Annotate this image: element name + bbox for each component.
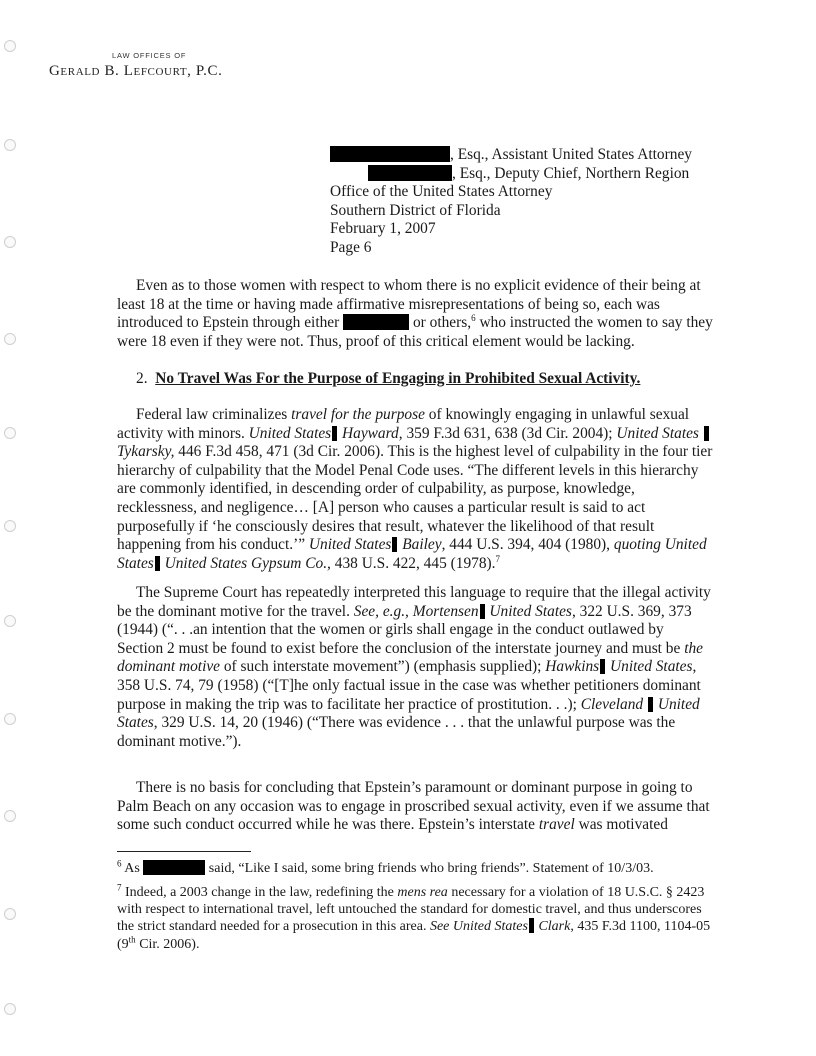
page-number: Page 6 (330, 238, 372, 256)
redaction-block (330, 146, 450, 162)
footnote-ref-6: 6 (471, 313, 476, 324)
letter-date: February 1, 2007 (330, 220, 436, 237)
redaction-block (343, 314, 409, 330)
binder-hole (4, 713, 16, 725)
binder-hole (4, 1003, 16, 1015)
binder-hole (4, 139, 16, 151)
binder-hole (4, 333, 16, 345)
redaction-mark (480, 604, 485, 619)
binder-hole (4, 236, 16, 248)
redaction-mark (600, 659, 605, 674)
footnote-ref-7: 7 (495, 553, 500, 564)
recipient-office: Office of the United States Attorney (330, 183, 553, 200)
binder-hole (4, 520, 16, 532)
paragraph-2: Federal law criminalizes travel for the purpose of knowingly engaging in unlawful sexual activity with minors. United States Hayward, 359 F.3d 631, 638 (3d Cir. 2004); United States Tykarsky, 446 F.3d 458, 471 (3d Cir. 2006). This is the highest level of culpability in the four tier hierarchy of culpability that the Model Penal Code uses. “The different levels in this hierarchy are commonly identified, in descending order of culpability, as purpose, knowledge, recklessness, and negligence… [A] person who causes a particular result is said to act purposefully if ‘he consciously desires that result, whatever the likelihood of that result happening from his conduct.’” United States Bailey, 444 U.S. 394, 404 (1980), quoting United States United States Gypsum Co., 438 U.S. 422, 445 (1978).$^7$ (117, 406, 713, 572)
binder-hole (4, 615, 16, 627)
recipient-block (330, 146, 750, 257)
recipient-line-1: , Esq., Assistant United States Attorney (330, 146, 750, 165)
redaction-mark (648, 697, 653, 712)
footnote-divider (117, 851, 251, 852)
letterhead-label: LAW OFFICES OF (112, 51, 187, 60)
paragraph-3: The Supreme Court has repeatedly interpreted this language to require that the illegal activity be the dominant motive for the travel. See, e.g., Mortensen United States, 322 U.S. 369, 373 (1944) (“. . .an intention that the women or girls shall engage in the conduct outlawed by Section 2 must be found to exist before the conclusion of the interstate journey and must be the dominant motive of such interstate movement”) (emphasis supplied); Hawkins United States, 358 U.S. 74, 79 (1958) (“[T]he only factual issue in the case was whether petitioners dominant purpose in making the trip was to facilitate her practice of prostitution. . .); Cleveland United States, 329 U.S. 14, 20 (1946) (“There was evidence . . . that the unlawful purpose was the dominant motive.”). (117, 584, 711, 750)
section-heading (136, 370, 640, 388)
binder-hole (4, 810, 16, 822)
footnote-7: $^7$ Indeed, a 2003 change in the law, redefining the mens rea necessary for a violation of 18 U.S.C. § 2423 with respect to international travel, left untouched the standard for domestic travel, and thus underscores the strict standard needed for a prosecution in this area. See United States Clark, 435 F.3d 1100, 1104-05 (9th Cir. 2006). (117, 882, 711, 952)
redaction-mark (155, 556, 160, 571)
footnote-6: $^6$ As said, “Like I said, some bring friends who bring friends”. Statement of 10/3/03. (117, 858, 654, 876)
recipient-district: Southern District of Florida (330, 201, 501, 219)
binder-hole (4, 427, 16, 439)
paragraph-4: There is no basis for concluding that Epstein’s paramount or dominant purpose in going to Palm Beach on any occasion was to engage in proscribed sexual activity, even if we assume that some such conduct occurred while he was there. Epstein’s interstate travel was motivated (117, 779, 710, 834)
recipient-line-2: , Esq., Deputy Chief, Northern Region (330, 165, 750, 184)
redaction-mark (704, 426, 709, 441)
section-number: 2. (136, 370, 148, 387)
redaction-block (143, 860, 205, 875)
redaction-mark (529, 918, 534, 933)
redaction-mark (392, 537, 397, 552)
redaction-block (368, 165, 452, 181)
letterhead-firm-name: Gerald B. Lefcourt, P.C. (49, 63, 223, 79)
binder-hole (4, 40, 16, 52)
redaction-mark (332, 426, 337, 441)
section-title: No Travel Was For the Purpose of Engaging in Prohibited Sexual Activity. (155, 370, 641, 387)
binder-hole (4, 908, 16, 920)
paragraph-1: Even as to those women with respect to whom there is no explicit evidence of their being at least 18 at the time or having made affirmative misrepresentations of being so, each was introduced to Epstein through either or others,$^6$ who instructed the women to say they were 18 even if they were not. Thus, proof of this critical element would be lacking. (117, 277, 713, 350)
